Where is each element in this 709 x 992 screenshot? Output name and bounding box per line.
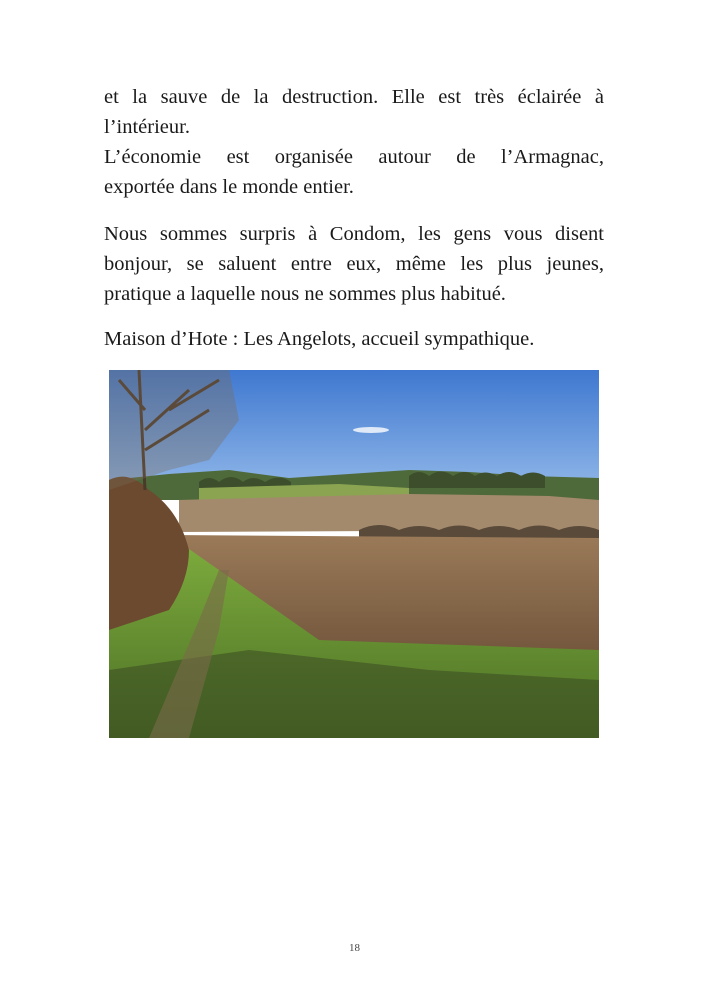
paragraph-condom-greetings: [104, 219, 604, 309]
text-line: Nous sommes surpris à Condom, les gens vous disent: [104, 223, 604, 245]
text-line: pratique a laquelle nous ne sommes plus habitué.: [104, 283, 506, 305]
text-line: et la sauve de la destruction. Elle est très éclairée à: [104, 86, 604, 108]
text-line: bonjour, se saluent entre eux, même les plus jeunes,: [104, 253, 604, 275]
cloud: [353, 427, 389, 433]
text-line: exportée dans le monde entier.: [104, 176, 354, 198]
text-line: l’intérieur.: [104, 116, 190, 138]
paragraph-church-economy: [104, 82, 604, 202]
landscape-photo: [109, 370, 599, 738]
text-line: Maison d’Hote : Les Angelots, accueil sympathique.: [104, 328, 535, 350]
paragraph-guest-house: [104, 324, 604, 354]
text-line: L’économie est organisée autour de l’Armagnac,: [104, 146, 604, 168]
page-number: 18: [349, 942, 360, 954]
